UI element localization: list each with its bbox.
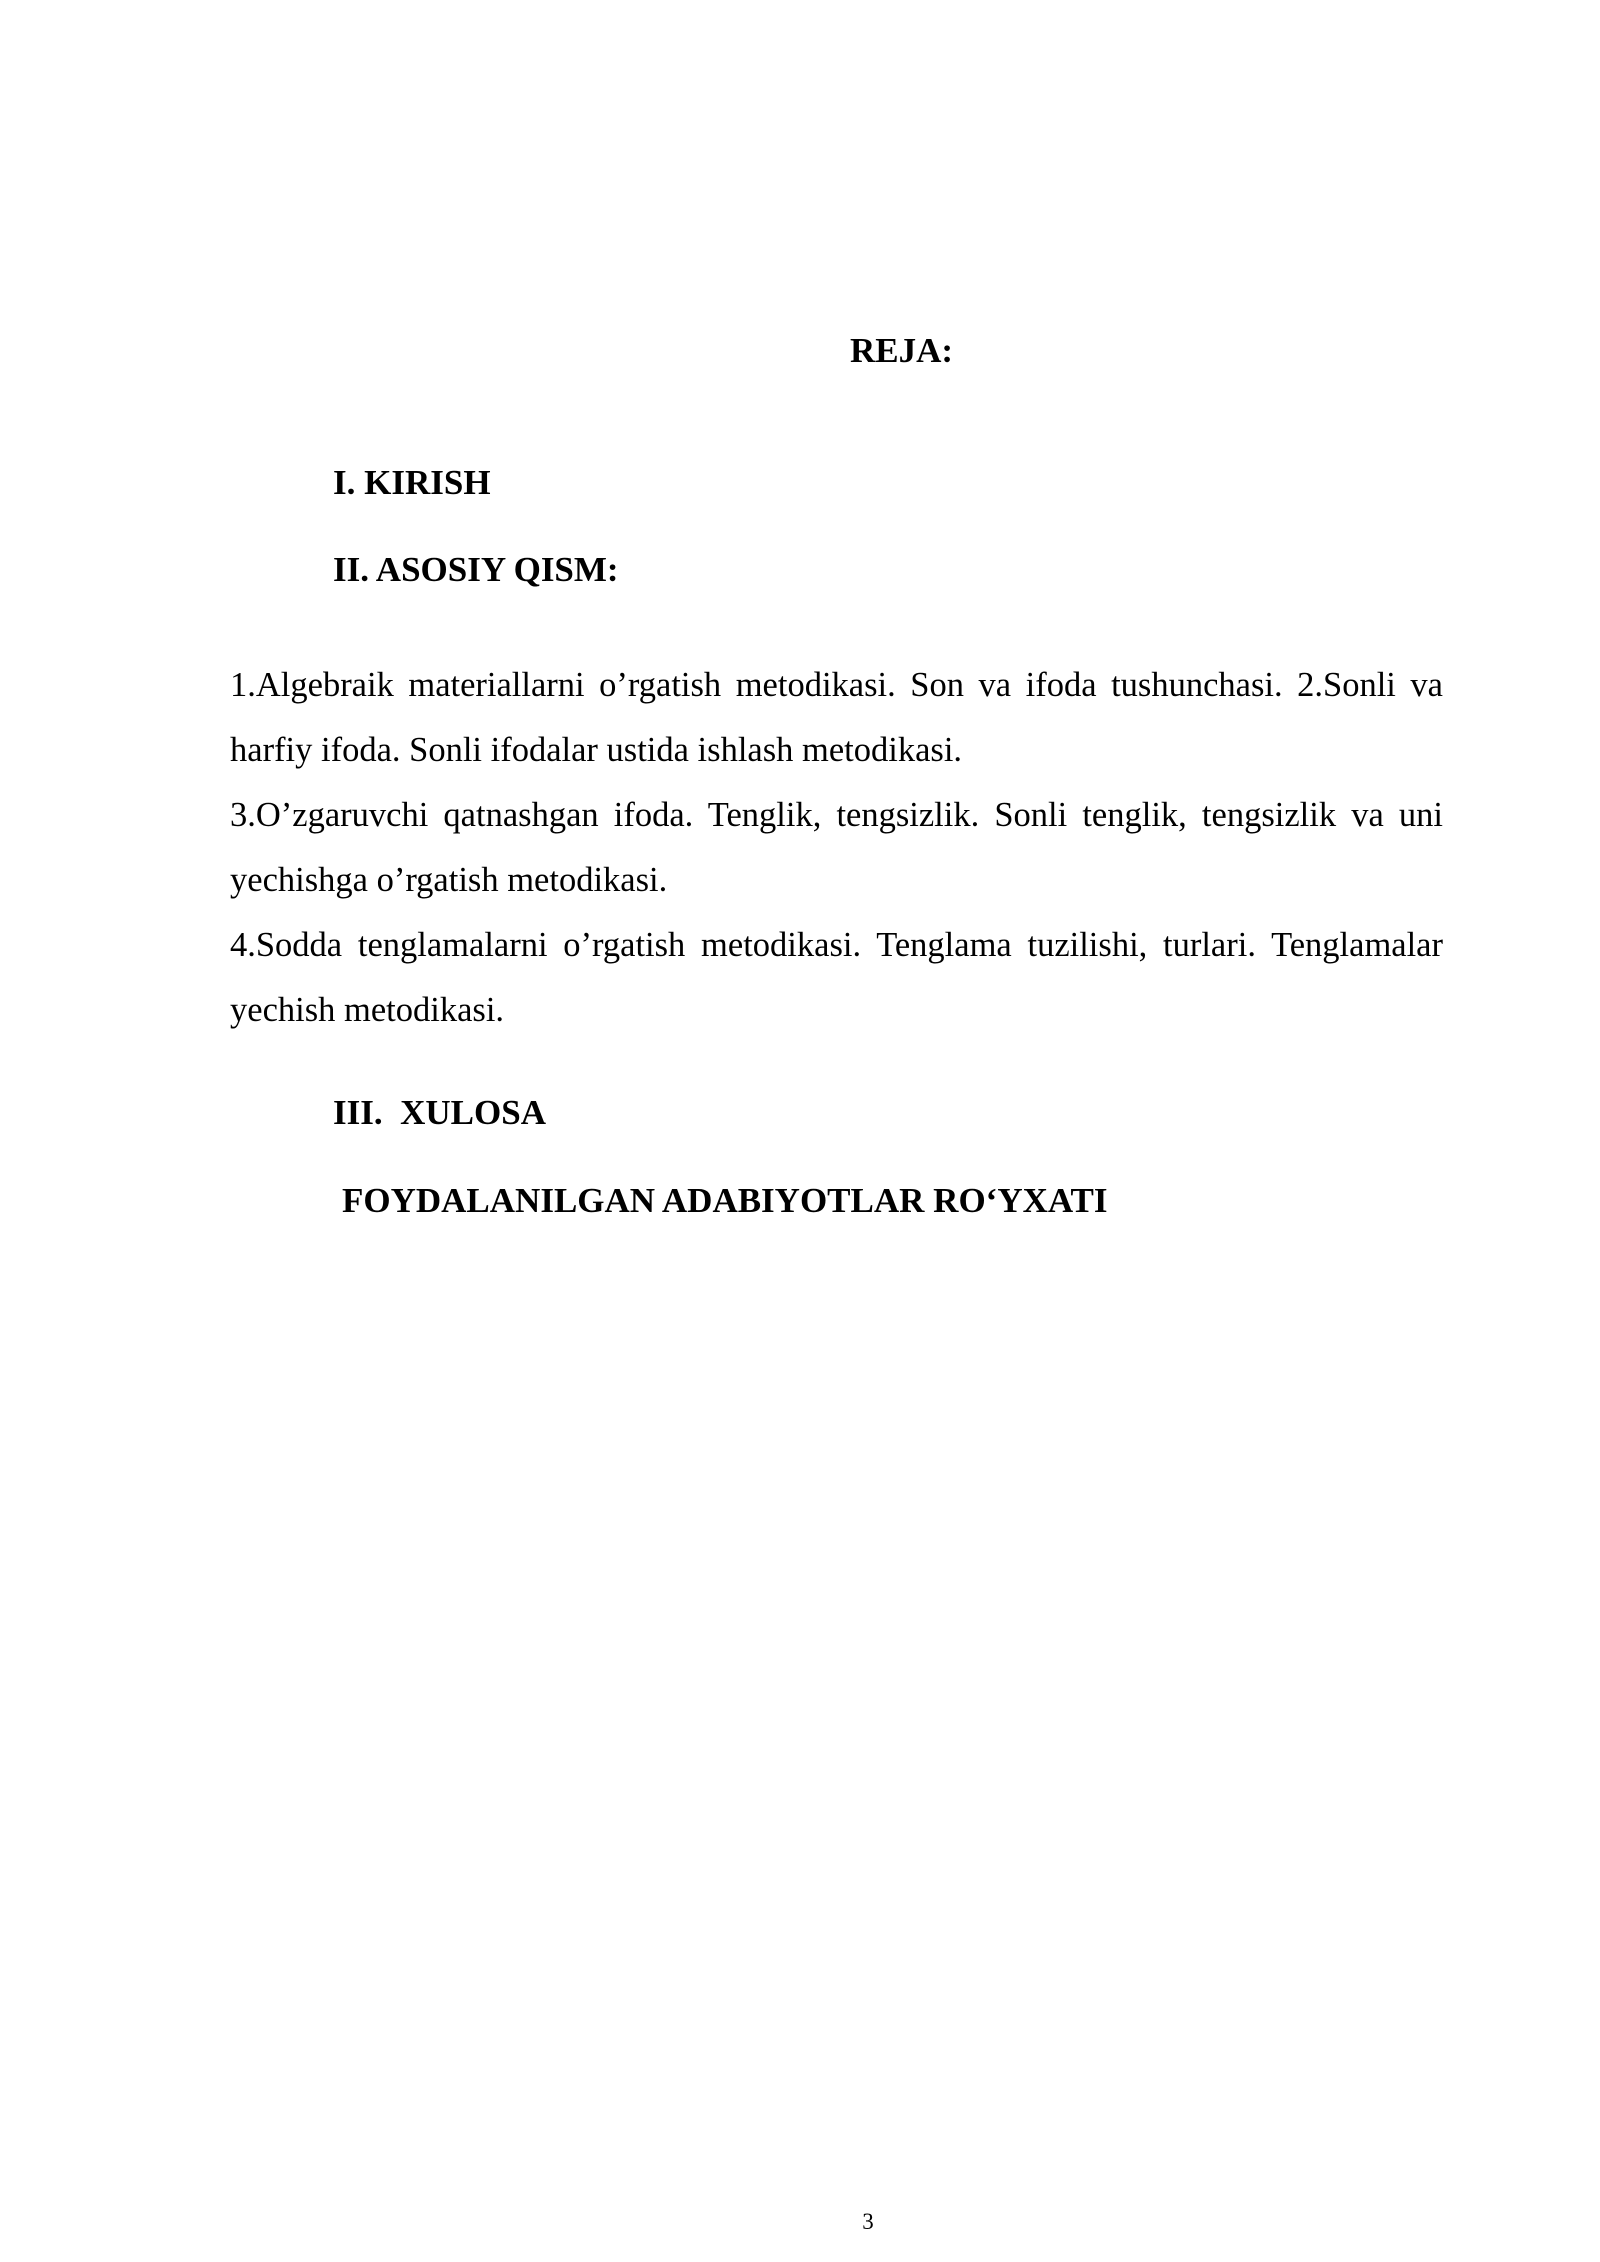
plan-item: 4.Sodda tenglamalarni o’rgatish metodikasi. Tenglama tuzilishi, turlari. Tenglamalar yechish metodikasi. bbox=[230, 926, 1443, 1029]
section-heading-references: FOYDALANILGAN ADABIYOTLAR RO‘YXATI bbox=[342, 1181, 1108, 1220]
section-heading-main: II. ASOSIY QISM: bbox=[333, 550, 619, 589]
plan-item: 3.O’zgaruvchi qatnashgan ifoda. Tenglik, tengsizlik. Sonli tenglik, tengsizlik va uni yechishga o’rgatish metodikasi. bbox=[230, 796, 1443, 899]
section-heading-conclusion: III. XULOSA bbox=[333, 1093, 546, 1132]
page-number: 3 bbox=[862, 2209, 874, 2234]
section-heading-intro: I. KIRISH bbox=[333, 463, 491, 502]
page-title: REJA: bbox=[850, 331, 954, 370]
plan-list bbox=[230, 653, 1443, 1043]
plan-item: 1.Algebraik materiallarni o’rgatish metodikasi. Son va ifoda tushunchasi. 2.Sonli va harfiy ifoda. Sonli ifodalar ustida ishlash metodikasi. bbox=[230, 666, 1443, 769]
